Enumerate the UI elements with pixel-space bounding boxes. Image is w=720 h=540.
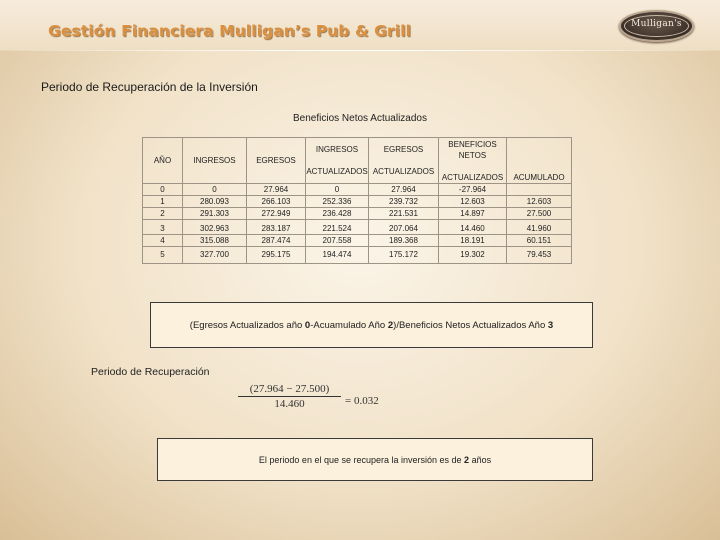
section-title: Periodo de Recuperación de la Inversión: [41, 80, 258, 94]
answer-box: [157, 438, 593, 481]
cell-ingresos-act: 194.474: [306, 247, 369, 264]
cell-egresos-act: 207.064: [369, 220, 439, 235]
cell-ingresos-act: 207.558: [306, 235, 369, 247]
cell-ingresos: 0: [183, 184, 247, 196]
recovery-label: Periodo de Recuperación: [91, 366, 210, 378]
header-divider: [0, 50, 720, 51]
cell-anio: 4: [143, 235, 183, 247]
cell-egresos: 287.474: [247, 235, 306, 247]
cell-acumulado: 27.500: [507, 208, 572, 220]
table-row: [143, 184, 572, 196]
cell-ingresos-act: 236.428: [306, 208, 369, 220]
header-beneficios-netos: BENEFICIOS NETOS ACTUALIZADOS: [439, 138, 507, 184]
cell-acumulado: 12.603: [507, 196, 572, 208]
cell-beneficios: 19.302: [439, 247, 507, 264]
answer-text: El periodo en el que se recupera la inversión es de 2 años: [258, 454, 492, 465]
cell-beneficios: 18.191: [439, 235, 507, 247]
cell-beneficios: 12.603: [439, 196, 507, 208]
benefits-table: [142, 137, 572, 264]
cell-anio: 2: [143, 208, 183, 220]
cell-ingresos-act: 0: [306, 184, 369, 196]
cell-anio: 0: [143, 184, 183, 196]
cell-egresos: 272.949: [247, 208, 306, 220]
fraction-numerator: (27.964 − 27.500): [238, 383, 341, 397]
fraction-result: = 0.032: [345, 395, 379, 407]
header-ingresos: INGRESOS: [183, 138, 247, 184]
formula-box: [150, 302, 593, 348]
cell-egresos: 27.964: [247, 184, 306, 196]
cell-egresos-act: 221.531: [369, 208, 439, 220]
header-acumulado: ACUMULADO: [507, 138, 572, 184]
cell-anio: 3: [143, 220, 183, 235]
header-title: Gestión Financiera Mulligan’s Pub & Grill: [48, 22, 411, 40]
mulligans-logo: [619, 10, 694, 42]
cell-ingresos-act: 252.336: [306, 196, 369, 208]
cell-egresos: 295.175: [247, 247, 306, 264]
cell-egresos: 283.187: [247, 220, 306, 235]
header-egresos-actualizados: EGRESOS ACTUALIZADOS: [369, 138, 439, 184]
cell-egresos: 266.103: [247, 196, 306, 208]
cell-acumulado: 60.151: [507, 235, 572, 247]
cell-ingresos: 302.963: [183, 220, 247, 235]
cell-ingresos: 315.088: [183, 235, 247, 247]
table-row: [143, 247, 572, 264]
recovery-fraction: [238, 383, 341, 410]
cell-egresos-act: 27.964: [369, 184, 439, 196]
cell-ingresos: 291.303: [183, 208, 247, 220]
table-row: [143, 208, 572, 220]
cell-acumulado: 41.960: [507, 220, 572, 235]
header-anio: AÑO: [143, 138, 183, 184]
table-header-row: [143, 138, 572, 184]
cell-beneficios: 14.897: [439, 208, 507, 220]
cell-egresos-act: 239.732: [369, 196, 439, 208]
cell-egresos-act: 189.368: [369, 235, 439, 247]
table-row: [143, 196, 572, 208]
cell-ingresos-act: 221.524: [306, 220, 369, 235]
header-ingresos-actualizados: INGRESOS ACTUALIZADOS: [306, 138, 369, 184]
cell-acumulado: 79.453: [507, 247, 572, 264]
cell-anio: 5: [143, 247, 183, 264]
cell-ingresos: 327.700: [183, 247, 247, 264]
cell-ingresos: 280.093: [183, 196, 247, 208]
header-egresos: EGRESOS: [247, 138, 306, 184]
fraction-denominator: 14.460: [274, 398, 305, 410]
cell-egresos-act: 175.172: [369, 247, 439, 264]
formula-text: (Egresos Actualizados año 0-Acuamulado Año 2)/Beneficios Netos Actualizados Año 3: [189, 319, 554, 331]
table-row: [143, 235, 572, 247]
cell-beneficios: 14.460: [439, 220, 507, 235]
table-row: [143, 220, 572, 235]
cell-beneficios: -27.964: [439, 184, 507, 196]
table-caption: Beneficios Netos Actualizados: [293, 113, 427, 124]
cell-anio: 1: [143, 196, 183, 208]
logo-text: Mulligan's: [631, 19, 682, 29]
cell-acumulado: [507, 184, 572, 196]
